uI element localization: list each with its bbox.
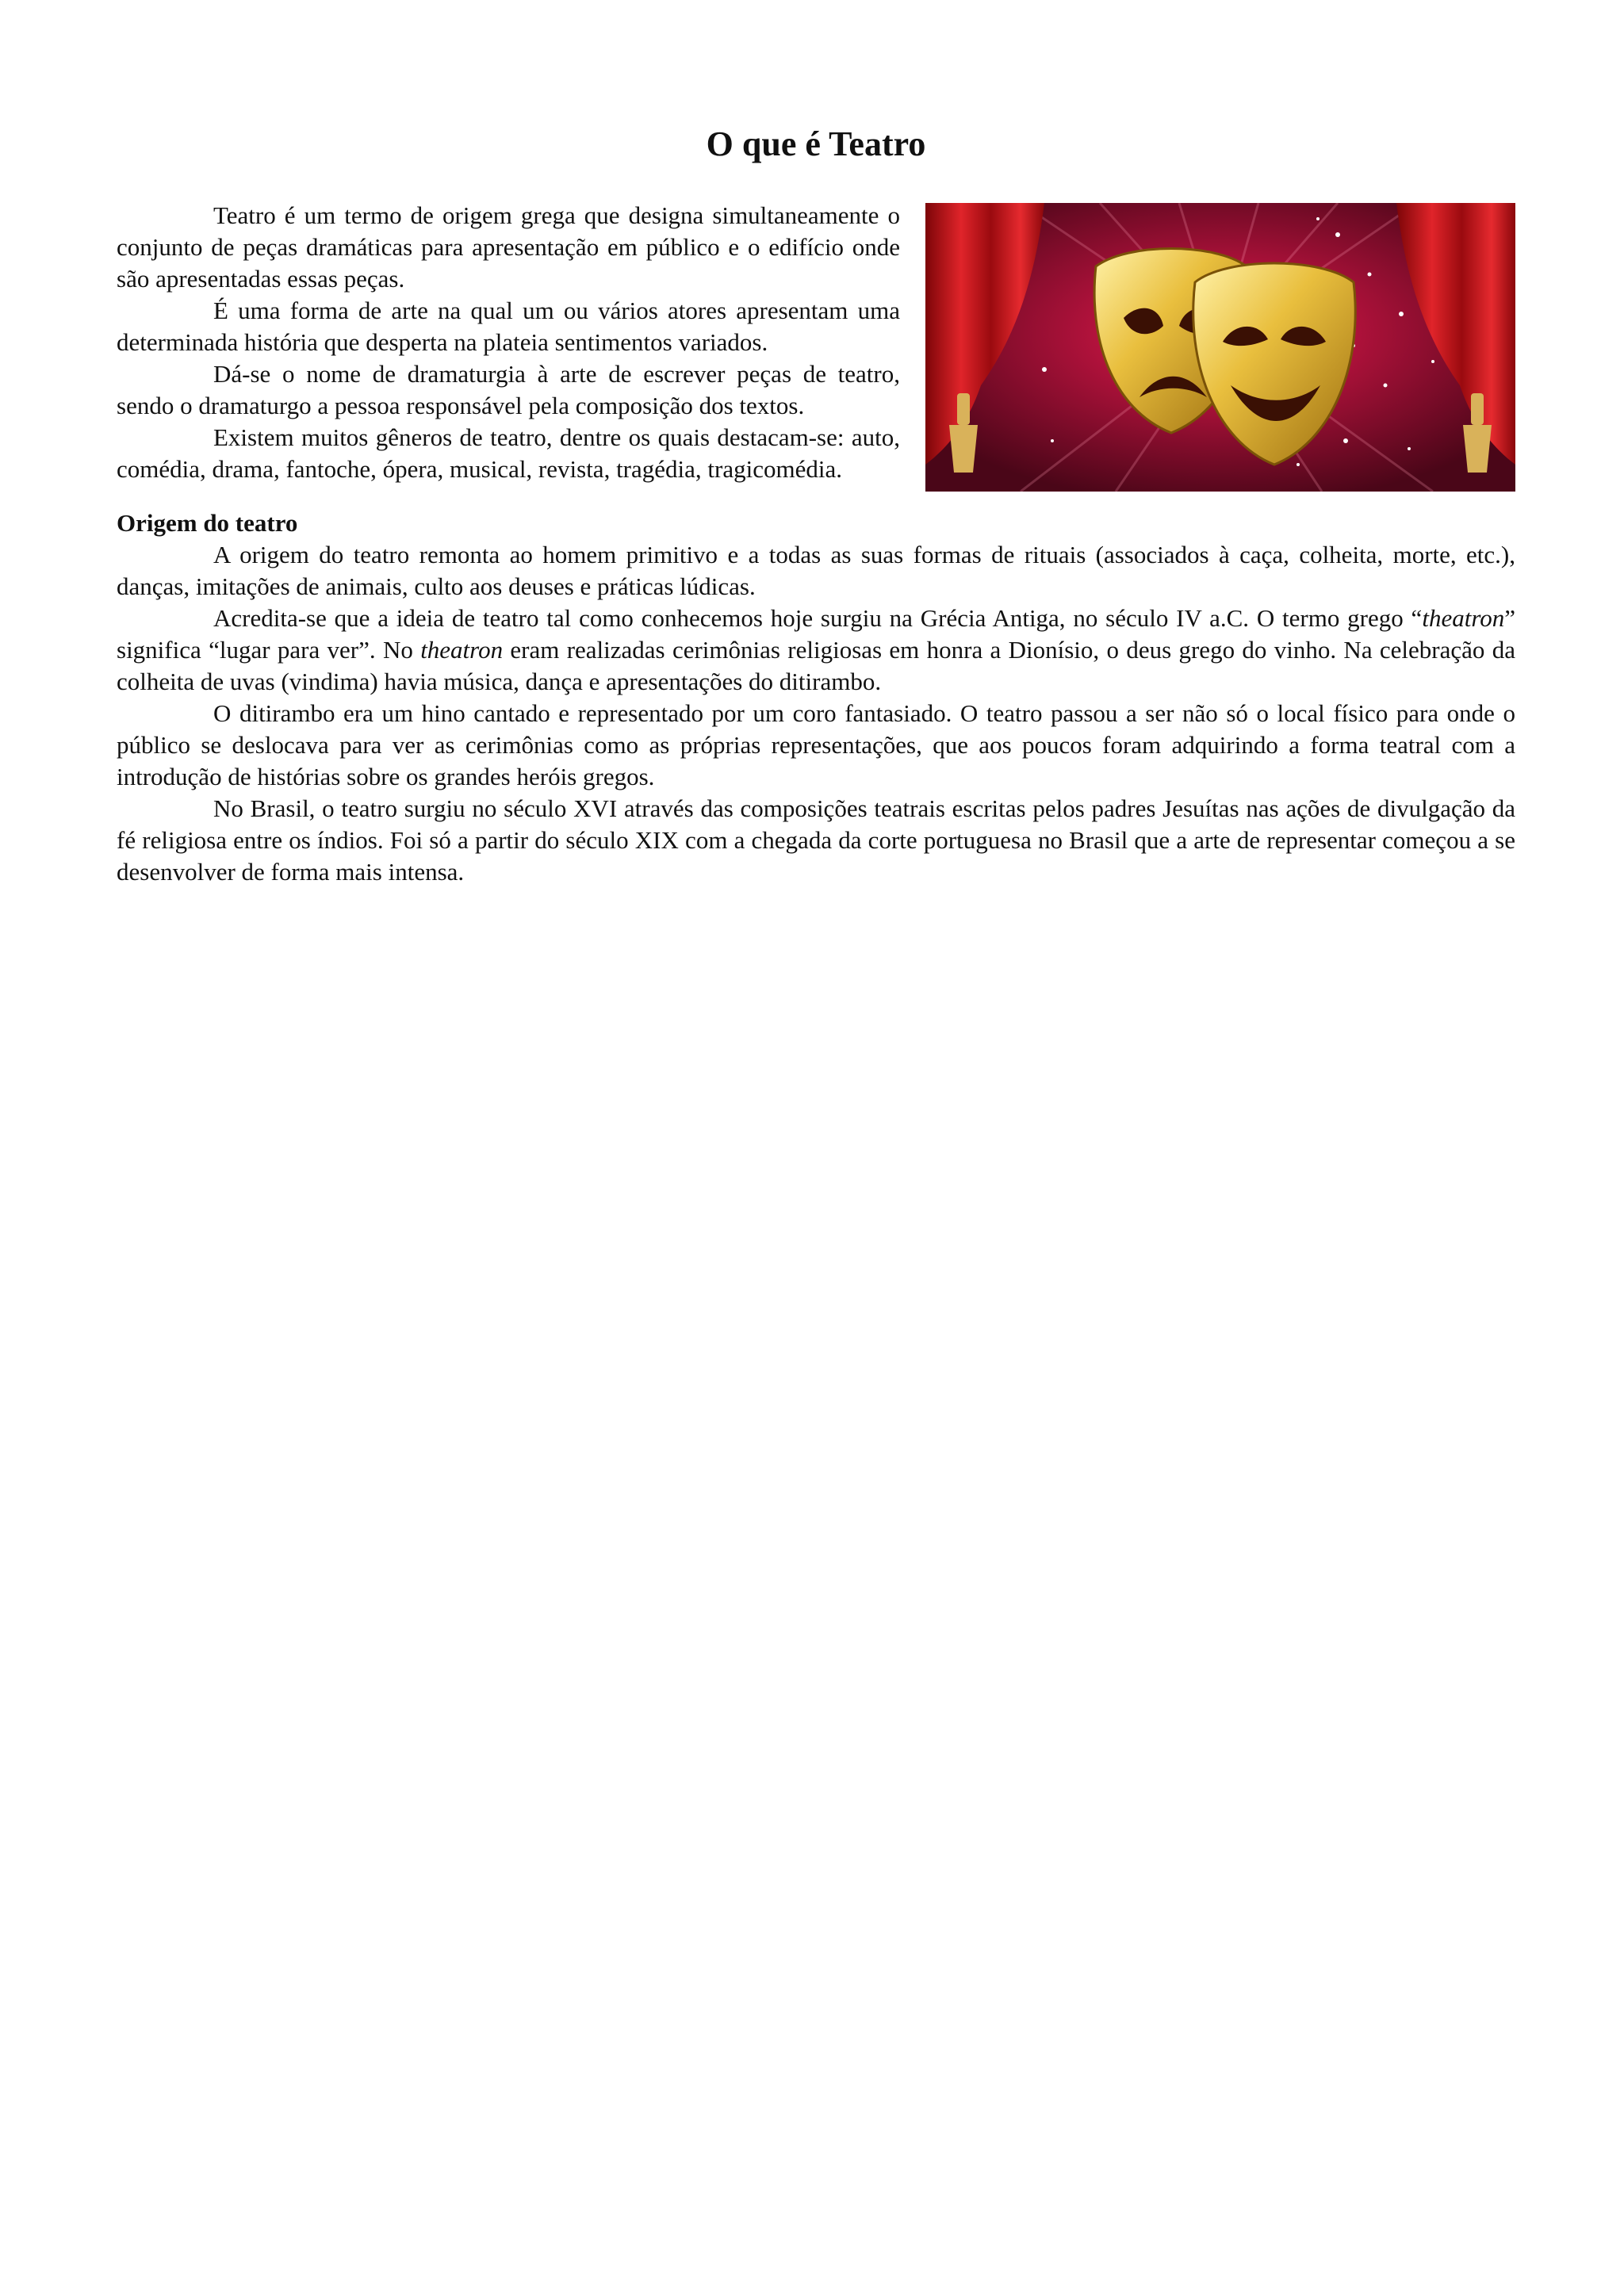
theater-masks-icon	[925, 203, 1515, 492]
origin-p2-part2: ” significa “lugar para ver”. No	[117, 604, 1515, 664]
document-page	[117, 111, 1515, 888]
intro-paragraph-1: Teatro é um termo de origem grega que designa simultaneamente o conjunto de peças dramáticas para apresentação em público e o edifício onde são apresentadas essas peças.	[117, 201, 900, 293]
origin-paragraph-2	[117, 603, 1515, 698]
origin-p2-part3: eram realizadas cerimônias religiosas em honra a Dionísio, o deus grego do vinho. Na celebração da colheita de uvas (vindima) havia música, dança e apresentações do ditirambo.	[117, 636, 1515, 695]
intro-paragraph-2: É uma forma de arte na qual um ou vários atores apresentam uma determinada história que desperta na plateia sentimentos variados.	[117, 297, 900, 356]
section-heading: Origem do teatro	[117, 509, 298, 537]
intro-paragraph-3: Dá-se o nome de dramaturgia à arte de escrever peças de teatro, sendo o dramaturgo a pessoa responsável pela composição dos textos.	[117, 360, 900, 419]
origin-paragraph-3: O ditirambo era um hino cantado e representado por um coro fantasiado. O teatro passou a ser não só o local físico para onde o público se deslocava para ver as cerimônias como as próprias representações, que aos poucos foram adquirindo a forma teatral com a introdução de histórias sobre os grandes heróis gregos.	[117, 699, 1515, 790]
theatron-term-1: theatron	[1422, 604, 1505, 632]
origin-paragraph-4: No Brasil, o teatro surgiu no século XVI através das composições teatrais escritas pelos padres Jesuítas nas ações de divulgação da fé religiosa entre os índios. Foi só a partir do século XIX com a chegada da corte portuguesa no Brasil que a arte de representar começou a se desenvolver de forma mais intensa.	[117, 794, 1515, 886]
theater-masks-image	[925, 203, 1515, 492]
theatron-term-2: theatron	[420, 636, 504, 664]
intro-paragraph-4: Existem muitos gêneros de teatro, dentre os quais destacam-se: auto, comédia, drama, fantoche, ópera, musical, revista, tragédia, tragicomédia.	[117, 423, 900, 483]
origin-paragraph-1: A origem do teatro remonta ao homem primitivo e a todas as suas formas de rituais (associados à caça, colheita, morte, etc.), danças, imitações de animais, culto aos deuses e práticas lúdicas.	[117, 541, 1515, 600]
origin-p2-part1: Acredita-se que a ideia de teatro tal como conhecemos hoje surgiu na Grécia Antiga, no século IV a.C. O termo grego “	[213, 604, 1423, 632]
page-title: O que é Teatro	[706, 124, 926, 163]
